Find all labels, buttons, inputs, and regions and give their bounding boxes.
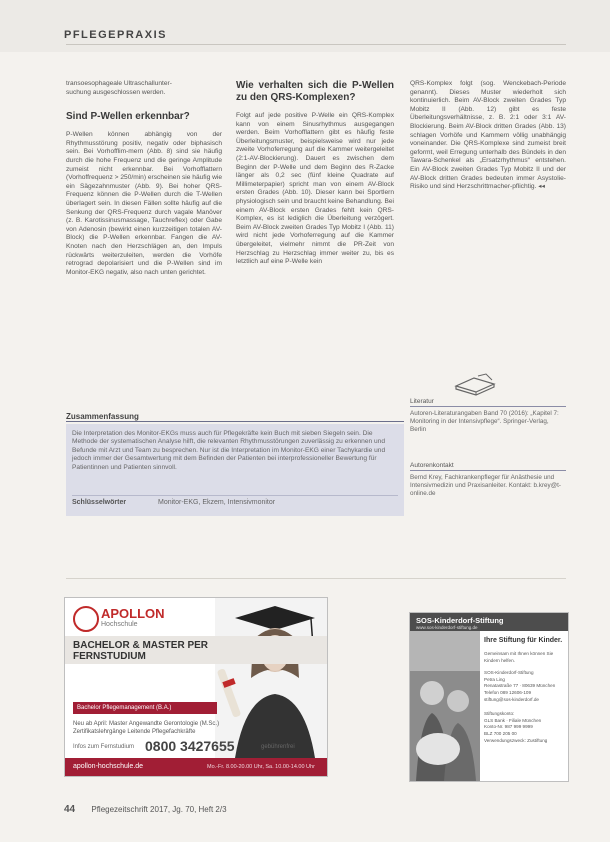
kontakt-text: Bernd Krey, Fachkrankenpfleger für Anästhesie und Intensivmedizin und Praxisanleiter. Kontakt: b.krey@t-online.de bbox=[410, 474, 561, 497]
apollon-phone-label: Infos zum Fernstudium bbox=[73, 744, 135, 750]
apollon-logo-mark bbox=[73, 606, 99, 632]
sos-slogan: Ihre Stiftung für Kinder. bbox=[484, 637, 563, 644]
section-title: PFLEGEPRAXIS bbox=[64, 29, 167, 41]
apollon-phone[interactable]: 0800 3427655 bbox=[145, 738, 235, 754]
apollon-footer-note: Mo.-Fr. 8.00-20.00 Uhr, Sa. 10.00-14.00 Uhr bbox=[207, 764, 315, 770]
sos-line: Petra Ling bbox=[484, 676, 505, 682]
literatur-label: Literatur bbox=[410, 398, 434, 405]
ad-separator bbox=[66, 578, 566, 579]
summary-rule bbox=[66, 421, 404, 422]
header-rule bbox=[66, 44, 566, 45]
col1-top-line-2: suchung ausgeschlossen werden. bbox=[66, 88, 166, 96]
sos-url-top[interactable]: www.sos-kinderdorf-stiftung.de bbox=[416, 625, 478, 630]
sos-contact-block bbox=[484, 651, 566, 744]
summary-divider bbox=[72, 495, 398, 496]
literatur-text: Autoren-Literaturangaben Band 70 (2016): „Kapitel 7: Monitoring in der Intensivpflege“. Springer-Verlag, Berlin bbox=[410, 410, 559, 433]
column-2 bbox=[236, 80, 394, 267]
apollon-logo-name: APOLLON bbox=[101, 606, 165, 621]
apollon-logo-sub: Hochschule bbox=[101, 621, 138, 628]
sos-bank-line: GLS Bank · Filiale München bbox=[484, 717, 542, 723]
column-3 bbox=[410, 80, 566, 192]
sos-line: SOS-Kinderdorf-Stiftung bbox=[484, 670, 534, 676]
col2-body: Folgt auf jede positive P-Welle ein QRS-Komplex kann von einem Sinusrhythmus ausgegangen werden. Beim Vorhofflattern gibt es häufig feste Überleitungsmuster, beispielsweise wird nur jede zweite Vorhoferregung auf die Kammer weitergeleitet (2:1-AV-Blockierung). Dauert es zwischen dem Beginn der P-Welle und dem Beginn des R-Zacke länger als 0,2 sec (fünf kleine Quadrate auf Millimeterpapier) spricht man von einem AV-Block ersten Grades (Abb. 10). Dieser kann bei Sportlern physiologisch sein und braucht keine Behandlung. Bei einem AV-Block ersten Grades fehlt kein QRS-Komplex, es ist lediglich die Überleitung verzögert. Beim AV-Block zweiten Grades Typ Mobitz I (Abb. 11) wird nicht jede Vorhoferregung auf die Kammer übergeleitet, vielmehr nimmt die PR-Zeit von Herzschlag zu Herzschlag immer weiter zu, bis es letztlich auf eine P-Welle kein bbox=[236, 112, 394, 266]
sos-line: Gemeinsam mit Ihnen können Sie Kindern helfen. bbox=[484, 651, 554, 663]
sos-bank-line: BLZ 700 205 00 bbox=[484, 730, 517, 736]
page-footer bbox=[64, 804, 227, 815]
apollon-course: Bachelor Pflegemanagement (B.A.) bbox=[73, 702, 217, 714]
col3-body: QRS-Komplex folgt (sog. Wenckebach-Periode genannt). Dieses Muster wiederholt sich kontinuierlich. Beim AV-Block zweiten Grades Typ Mobitz II (Abb. 12) gibt es feste Überleitungsverhältnisse, z. B. 2:1 oder 3:1 AV-Blockierung. Beim AV-Block dritten Grades (Abb. 13) schlagen Vorhöfe und Kammern völlig unabhängig voneinander. Die QRS-Komplexe sind zumeist breit geformt, weil Erregung unterhalb des Bündels in den Tawara-Schenkel als „Ersatzrhythmus“ entstehen. Ein AV-Block zweiten Grades Typ Mobitz II und der AV-Block dritten Grades bedeuten immer Asystolie-Risiko und sind Herzschrittmacher-pflichtig. ◂◂ bbox=[410, 80, 566, 191]
summary-heading: Zusammenfassung bbox=[66, 412, 139, 421]
col1-top-line-1: transoesophageale Ultraschallunter- bbox=[66, 80, 172, 87]
sos-line: Telefon 089 12606-109 bbox=[484, 689, 531, 695]
page-number: 44 bbox=[64, 804, 76, 815]
literatur-rule bbox=[410, 406, 566, 407]
keywords-label: Schlüsselwörter bbox=[72, 499, 127, 506]
apollon-phone-note: gebührenfrei bbox=[261, 744, 295, 750]
book-icon bbox=[452, 370, 498, 396]
apollon-url[interactable]: apollon-hochschule.de bbox=[73, 763, 144, 770]
sos-bank-label: Stiftungskonto: bbox=[484, 711, 515, 717]
summary-text: Die Interpretation des Monitor-EKGs muss auch für Pflegekräfte kein Buch mit sieben Siegeln sein. Die Methode der systematischen Analyse hilft, die relevanten Rhythmusstörungen zuverlässig zu erkennen und Befunde mit Arzt und Team zu besprechen. Nur ist die Interpretation im Monitor-EKG einer Tachykardie und jedoch immer der Gesamtwertung mit dem Befinden der Patienten bei interprofessioneller Bewertung für Patientinnen und Patienten sinnvoll. bbox=[72, 430, 386, 471]
apollon-ad[interactable] bbox=[64, 597, 328, 777]
col1-body: P-Wellen können abhängig von der Rhythmusstörung positiv, negativ oder biphasisch sein. Bei Vorhofflim-mern (Abb. 8) sind sie häufig durch die hohe Frequenz und die geringe Amplitude zumeist nicht erkennbar. Bei Vorhofflattern (Vorhoffrequenz > 250/min) erscheinen sie häufig wie ein Sägezahnmuster (Abb. 9). Bei hoher QRS-Frequenz können die P-Wellen durch die T-Wellen überlagert sein. In diesen Fällen sollte häufig auf die Senkung der QRS-Frequenz durch vagale Manöver (z. B. Karotissinusmassage, Tauchreflex) oder Gabe von Adenosin (bewirkt einen kurzzeitigen totalen AV-Block) die P-Wellen erkennbar. Fangen die AV-Knoten nach den Herzschlägen an, den Impuls rückwärts weiterzuleiten, werden die Vorhöfe retrograd depolarisiert und die P-Wellen sind im Monitor-EKG negativ, also nach unten gerichtet. bbox=[66, 131, 222, 276]
sos-bank-line: Verwendungszweck: Zustiftung bbox=[484, 737, 548, 743]
sos-email[interactable]: stiftung@sos-kinderdorf.de bbox=[484, 696, 539, 702]
apollon-detail: Neu ab April: Master Angewandte Gerontologie (M.Sc.) Zertifikatslehrgänge Leitende Pflegefachkräfte bbox=[73, 721, 220, 735]
apollon-banner: BACHELOR & MASTER PER FERNSTUDIUM bbox=[73, 640, 209, 662]
sos-title: SOS-Kinderdorf-Stiftung bbox=[416, 616, 504, 625]
col2-heading: Wie verhalten sich die P-Wellen zu den QRS-Komplexen? bbox=[236, 80, 394, 103]
sos-ad[interactable] bbox=[409, 612, 569, 782]
keywords-text: Monitor-EKG, Ekzem, Intensivmonitor bbox=[158, 499, 276, 506]
sos-bank-line: Konto-Nr. 987 999 9999 bbox=[484, 724, 533, 730]
kontakt-rule bbox=[410, 470, 566, 471]
col1-heading: Sind P-Wellen erkennbar? bbox=[66, 111, 190, 123]
sos-line: Renatastraße 77 · 80639 München bbox=[484, 683, 556, 689]
journal-citation: Pflegezeitschrift 2017, Jg. 70, Heft 2/3 bbox=[91, 805, 227, 814]
column-1 bbox=[66, 80, 222, 277]
children-photo bbox=[410, 631, 480, 781]
kontakt-label: Autorenkontakt bbox=[410, 462, 454, 469]
